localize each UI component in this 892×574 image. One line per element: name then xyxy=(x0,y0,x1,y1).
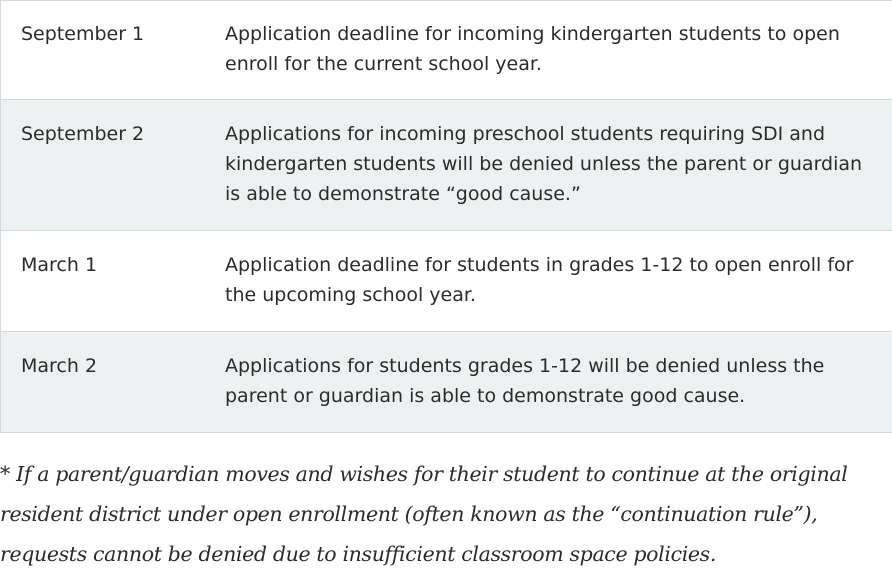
row-description: Applications for students grades 1-12 will be denied unless the parent or guardian is able to demonstrate good cause. xyxy=(225,355,825,407)
table-row xyxy=(0,0,892,100)
row-description: Applications for incoming preschool students requiring SDI and kindergarten students will be denied unless the parent or guardian is able to demonstrate “good cause.” xyxy=(225,123,863,205)
row-date: March 1 xyxy=(21,254,98,276)
row-date: September 2 xyxy=(21,123,145,145)
row-description: Application deadline for incoming kindergarten students to open enroll for the current school year. xyxy=(225,23,840,75)
table-row xyxy=(0,231,892,332)
row-date: September 1 xyxy=(21,23,145,45)
continuation-rule-footnote: * If a parent/guardian moves and wishes for their student to continue at the original resident district under open enrollment (often known as the “continuation rule”), requests cannot be denied due to insufficient classroom space policies. xyxy=(0,462,848,566)
table-row xyxy=(0,100,892,231)
row-description: Application deadline for students in grades 1-12 to open enroll for the upcoming school year. xyxy=(225,254,854,306)
row-date: March 2 xyxy=(21,355,98,377)
table-row xyxy=(0,332,892,433)
